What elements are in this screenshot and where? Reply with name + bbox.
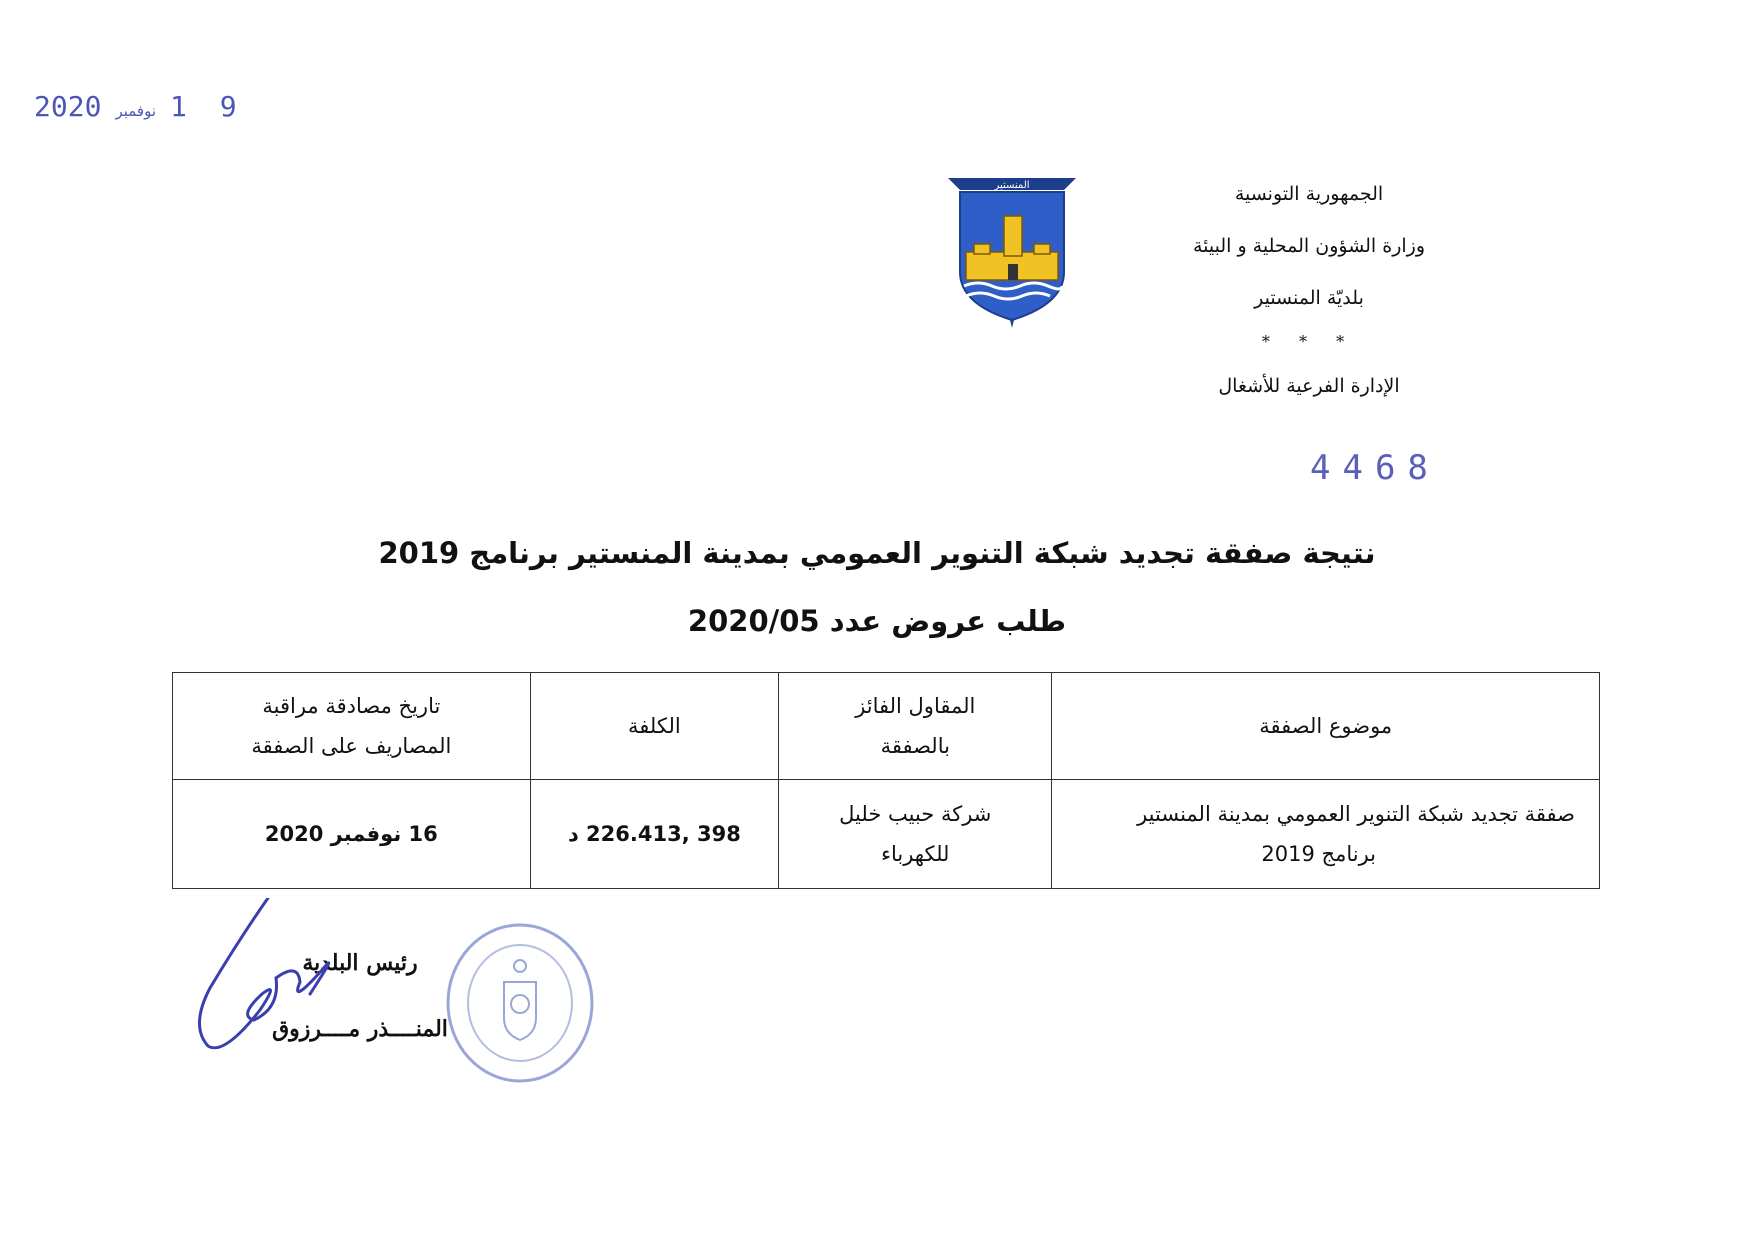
date-stamp-month: نوفمبر	[115, 102, 157, 120]
header-country: الجمهورية التونسية	[1234, 183, 1384, 205]
cell-subject-line1: صفقة تجديد شبكة التنوير العمومي بمدينة المنستير	[1137, 802, 1575, 826]
date-stamp	[34, 90, 245, 123]
cell-cost: 398 ,226.413 د	[530, 780, 778, 889]
header-subject: موضوع الصفقة	[1052, 673, 1600, 780]
monastir-municipality-crest-icon	[944, 172, 1080, 328]
issuer-header	[1144, 168, 1474, 412]
cell-subject-line2: برنامج 2019	[1261, 842, 1377, 866]
header-ministry: وزارة الشؤون المحلية و البيئة	[1192, 235, 1426, 257]
table-row	[173, 780, 1600, 889]
cell-contractor	[779, 780, 1052, 889]
signatory-name: المنــــذر مــــرزوق	[272, 1016, 448, 1042]
cell-contractor-line2: للكهرباء	[881, 842, 950, 866]
cell-approval-date: 16 نوفمبر 2020	[173, 780, 531, 889]
header-cost: الكلفة	[530, 673, 778, 780]
date-stamp-year: 2020	[34, 90, 102, 123]
tender-number: طلب عروض عدد 2020/05	[687, 604, 1067, 638]
header-contractor-line2: بالصفقة	[880, 734, 950, 758]
cell-contractor-line1: شركة حبيب خليل	[839, 802, 992, 826]
header-contractor	[779, 673, 1052, 780]
result-table	[172, 672, 1600, 889]
cell-subject	[1052, 780, 1600, 889]
header-date-line1: تاريخ مصادقة مراقبة	[262, 694, 441, 718]
header-date-line2: المصاريف على الصفقة	[251, 734, 452, 758]
reference-number: 4468	[1310, 448, 1440, 488]
header-contractor-line1: المقاول الفائز	[855, 694, 976, 718]
handwritten-signature-icon	[180, 898, 380, 1058]
svg-text:المنستير: المنستير	[994, 180, 1030, 191]
header-separator: * * *	[1261, 332, 1357, 351]
header-department: الإدارة الفرعية للأشغال	[1218, 375, 1400, 397]
document-title: نتيجة صفقة تجديد شبكة التنوير العمومي بمدينة المنستير برنامج 2019	[378, 536, 1376, 570]
header-municipality: بلديّة المنستير	[1254, 287, 1364, 309]
table-header-row	[173, 673, 1600, 780]
date-stamp-day: 1 9	[170, 90, 245, 123]
header-approval-date	[173, 673, 531, 780]
signatory-title: رئيس البلدية	[302, 950, 418, 976]
